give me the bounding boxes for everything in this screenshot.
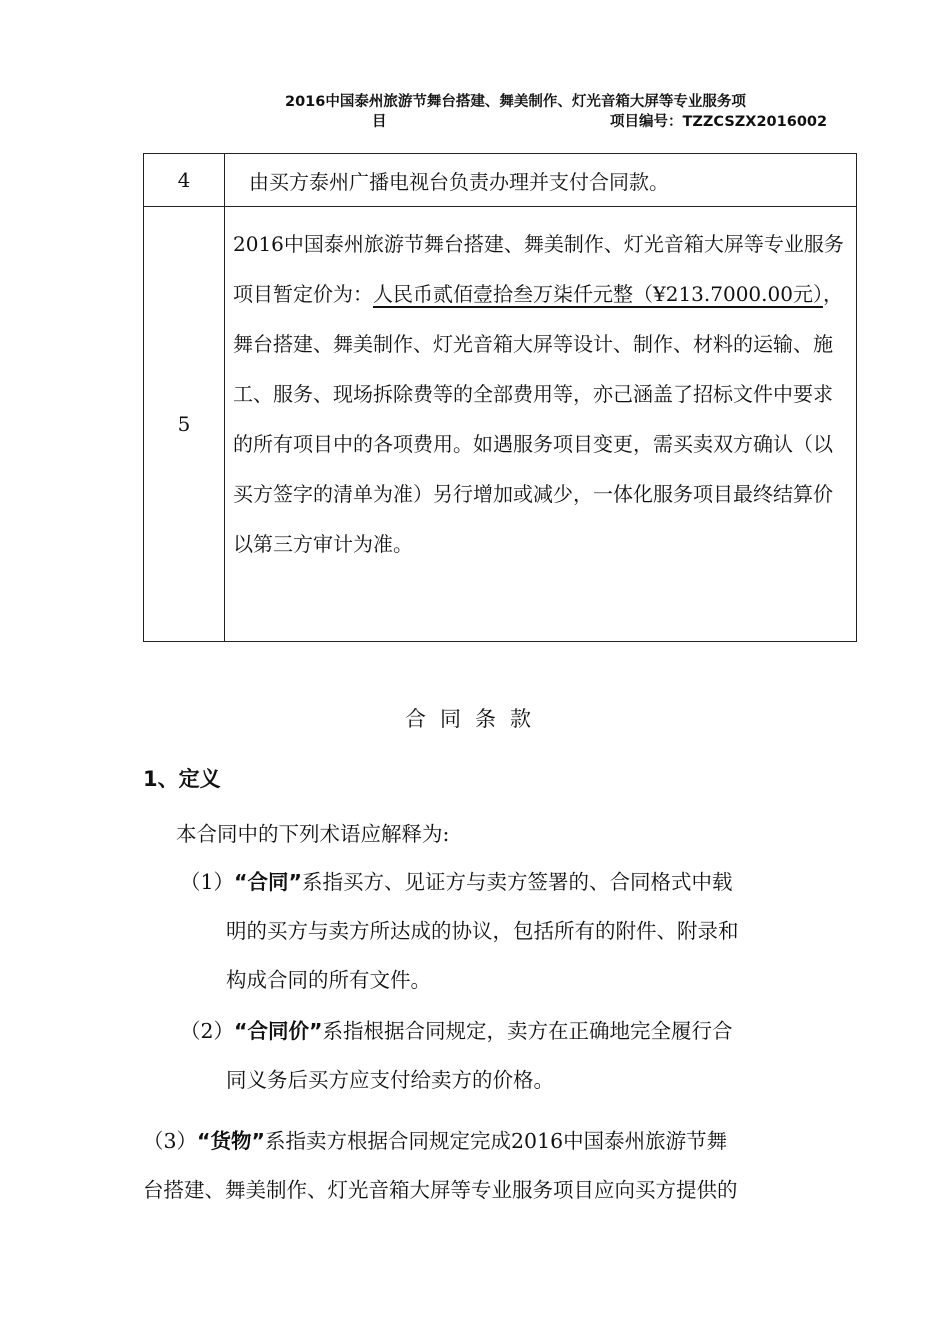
definition-item (143, 1124, 727, 1154)
row-number: 5 (144, 207, 225, 642)
item-text: 明的买方与卖方所达成的协议，包括所有的附件、附录和 (226, 919, 739, 943)
definitions-intro: 本合同中的下列术语应解释为: (176, 822, 450, 846)
definition-item (180, 1014, 733, 1044)
item-text: 系指买方、见证方与卖方签署的、合同格式中载 (302, 870, 733, 894)
row-number: 4 (144, 154, 225, 207)
item-text: 系指卖方根据合同规定完成2016中国泰州旅游节舞 (265, 1129, 728, 1153)
table-row (144, 154, 857, 207)
definitions-heading: 1、定义 (143, 767, 221, 791)
header-title-continued: 目 (372, 114, 387, 130)
item-number: （1） (180, 870, 235, 894)
item-term: “货物” (197, 1129, 265, 1153)
row-text: 由买方泰州广播电视台负责办理并支付合同款。 (225, 154, 857, 207)
item-term: “合同” (234, 870, 302, 894)
item-term: “合同价” (234, 1019, 323, 1043)
project-number: 项目编号：TZZCSZX2016002 (610, 114, 828, 130)
item-text: 台搭建、舞美制作、灯光音箱大屏等专业服务项目应向买方提供的 (143, 1178, 738, 1202)
terms-table (143, 153, 857, 642)
item-number: （3） (143, 1129, 198, 1153)
definition-item (180, 865, 733, 895)
price-details: ，舞台搭建、舞美制作、灯光音箱大屏等设计、制作、材料的运输、施工、服务、现场拆除费等的全部费用等，亦己涵盖了招标文件中要求的所有项目中的各项费用。如遇服务项目变更，需买卖双方确认（以买方签字的清单为准）另行增加或减少，一体化服务项目最终结算价以第三方审计为准。 (233, 282, 843, 556)
item-number: （2） (180, 1019, 235, 1043)
row-text (225, 207, 857, 642)
price-intro: 2016中国泰州旅游节舞台搭建、舞美制作、灯光音箱大屏等专业服务项目暂定价为： (233, 232, 844, 306)
header-title: 2016中国泰州旅游节舞台搭建、舞美制作、灯光音箱大屏等专业服务项 (285, 94, 746, 110)
price-figure: （¥213.7000.00元） (633, 282, 823, 306)
item-text: 构成合同的所有文件。 (226, 968, 431, 992)
item-text: 同义务后买方应支付给卖方的价格。 (226, 1068, 554, 1092)
price-words: 人民币贰佰壹拾叁万柒仟元整 (373, 282, 633, 306)
item-text: 系指根据合同规定，卖方在正确地完全履行合 (322, 1019, 733, 1043)
section-title: 合同条款 (405, 707, 545, 731)
table-row (144, 207, 857, 642)
